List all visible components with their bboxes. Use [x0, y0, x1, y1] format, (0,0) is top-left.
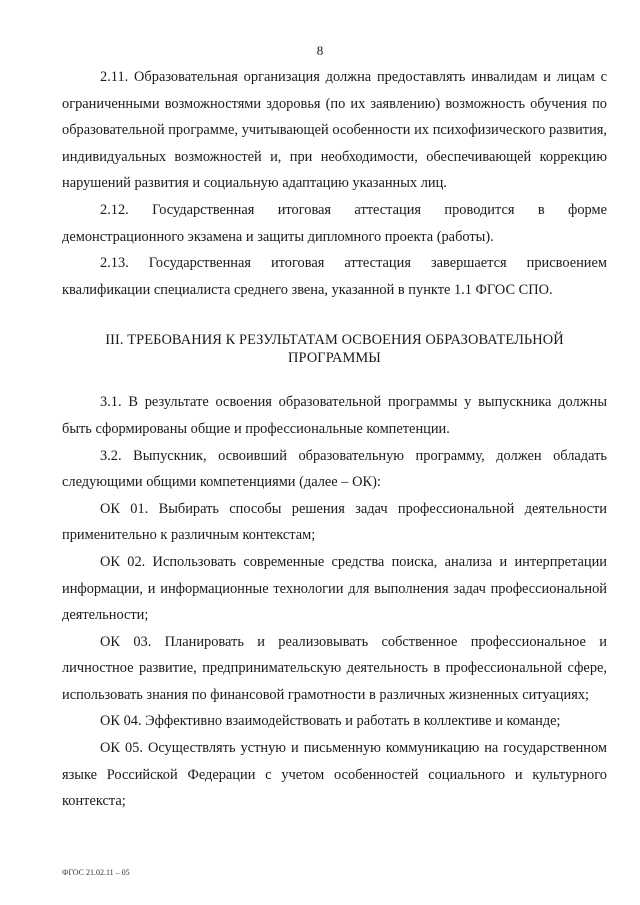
paragraph-2-12: 2.12. Государственная итоговая аттестация проводится в форме демонстрационного экзамена и защиты дипломного проекта (работы).	[62, 201, 607, 245]
section-title-line-2: ПРОГРАММЫ	[288, 350, 381, 367]
section-title	[62, 331, 607, 367]
document-footer-code: ФГОС 21.02.11 – 05	[62, 868, 130, 877]
paragraph-3-2: 3.2. Выпускник, освоивший образовательную программу, должен обладать следующими общими компетенциями (далее – ОК):	[62, 447, 607, 491]
paragraph-2-11: 2.11. Образовательная организация должна предоставлять инвалидам и лицам с ограниченными возможностями здоровья (по их заявлению) возможность обучения по образовательной программе, учитывающей особенности их психофизического развития, индивидуальных возможностей и, при необходимости, обеспечивающей коррекцию нарушений развития и социальную адаптацию указанных лиц.	[62, 69, 607, 192]
competency-ok-04: ОК 04. Эффективно взаимодействовать и работать в коллективе и команде;	[100, 713, 561, 730]
section-spacer	[62, 303, 607, 331]
competency-ok-01: ОК 01. Выбирать способы решения задач профессиональной деятельности применительно к различным контекстам;	[62, 500, 607, 544]
paragraph-2-13: 2.13. Государственная итоговая аттестация завершается присвоением квалификации специалиста среднего звена, указанной в пункте 1.1 ФГОС СПО.	[62, 255, 607, 298]
competency-ok-03: ОК 03. Планировать и реализовывать собственное профессиональное и личностное развитие, предпринимательскую деятельность в профессиональной сфере, использовать знания по финансовой грамотности в различных жизненных ситуациях;	[62, 633, 607, 703]
page-content	[62, 64, 607, 815]
section-title-line-1: III. ТРЕБОВАНИЯ К РЕЗУЛЬТАТАМ ОСВОЕНИЯ ОБРАЗОВАТЕЛЬНОЙ	[105, 332, 564, 349]
competency-ok-05: ОК 05. Осуществлять устную и письменную коммуникацию на государственном языке Российской Федерации с учетом особенностей социального и культурного контекста;	[62, 740, 607, 810]
paragraph-3-1: 3.1. В результате освоения образовательной программы у выпускника должны быть сформированы общие и профессиональные компетенции.	[62, 394, 607, 437]
page-number: 8	[316, 43, 324, 58]
competency-ok-02: ОК 02. Использовать современные средства поиска, анализа и интерпретации информации, и информационные технологии для выполнения задач профессиональной деятельности;	[62, 553, 607, 624]
